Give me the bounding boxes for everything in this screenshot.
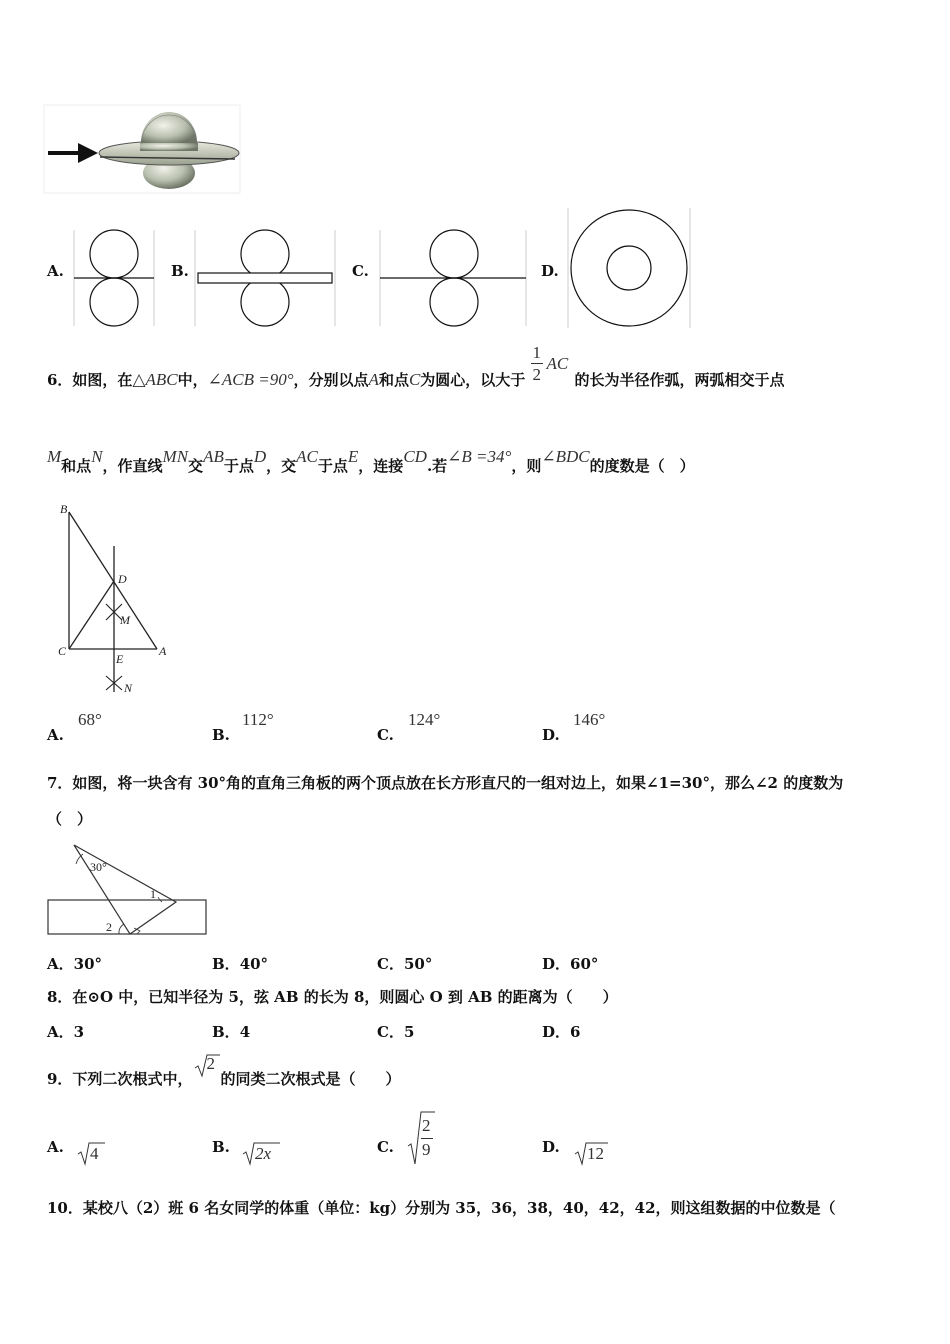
q9-option-b-label[interactable]: B. — [212, 1138, 230, 1156]
q6-option-b-value[interactable]: 112° — [242, 710, 274, 729]
q6-options — [47, 710, 927, 746]
fig7-label-1: 1 — [150, 887, 156, 901]
q5-option-b-label[interactable]: B. — [171, 262, 189, 280]
q6-option-b-label[interactable]: B. — [212, 726, 230, 744]
fig6-label-b: B — [60, 502, 68, 516]
fig6-label-n: N — [124, 681, 133, 695]
fig6-label-e: E — [116, 652, 124, 666]
q9-option-b-sqrt[interactable]: 2x — [242, 1142, 282, 1166]
q9-option-c-label[interactable]: C. — [377, 1138, 394, 1156]
q6-geometry-figure — [56, 500, 176, 700]
q9-question: 9．下列二次根式中， 2 的同类二次根式是（ ） — [47, 1054, 401, 1088]
fig6-label-a: A — [159, 644, 167, 658]
q7-options — [47, 953, 927, 973]
fraction-half-ac: 1 2 AC — [532, 343, 569, 384]
q5-option-c-label[interactable]: C. — [352, 262, 369, 280]
q9-sqrt-2: 2 — [192, 1068, 220, 1084]
q7-ruler-triangle-figure — [46, 842, 208, 938]
fig7-label-2: 2 — [106, 920, 112, 934]
q5-option-d-figure[interactable] — [566, 206, 692, 330]
q8-option-d[interactable]: D．6 — [542, 1023, 581, 1041]
q6-line-2: M和点N，作直线MN交AB于点D，交AC于点E，连接CD.若∠B =34°，则∠BDC的度数是（ ） — [47, 447, 695, 475]
q5-option-b-figure[interactable] — [195, 228, 337, 328]
q10-question: 10．某校八（2）班 6 名女同学的体重（单位：kg）分别为 35，36，38，40，42，42，则这组数据的中位数是（ — [47, 1199, 836, 1217]
q7-option-b[interactable]: B．40° — [212, 955, 269, 973]
q9-option-d-sqrt[interactable]: 12 — [574, 1142, 610, 1166]
q8-option-b[interactable]: B．4 — [212, 1023, 251, 1041]
q9-option-a-sqrt[interactable]: 4 — [77, 1142, 107, 1166]
q6-option-d-label[interactable]: D. — [542, 726, 560, 744]
q9-options — [47, 1110, 927, 1170]
q9-option-a-label[interactable]: A. — [47, 1138, 64, 1156]
q7-option-c[interactable]: C．50° — [377, 955, 433, 973]
fig6-label-m: M — [120, 613, 130, 627]
q6-option-d-value[interactable]: 146° — [573, 710, 606, 729]
q7-option-a[interactable]: A．30° — [47, 955, 103, 973]
q5-option-a-figure[interactable] — [70, 228, 158, 328]
q9-option-d-label[interactable]: D. — [542, 1138, 560, 1156]
q8-options — [47, 1021, 927, 1041]
fig6-label-d: D — [118, 572, 127, 586]
q6-option-c-label[interactable]: C. — [377, 726, 394, 744]
q5-option-c-figure[interactable] — [378, 228, 528, 328]
q6-option-a-value[interactable]: 68° — [78, 710, 102, 729]
fig6-label-c: C — [58, 644, 67, 658]
q6-option-c-value[interactable]: 124° — [408, 710, 441, 729]
q7-line-2: （ ） — [47, 810, 93, 828]
q7-line-1: 7．如图，将一块含有 30°角的直角三角板的两个顶点放在长方形直尺的一组对边上，如果∠1=30°，那么∠2 的度数为 — [47, 774, 844, 792]
q7-option-d[interactable]: D．60° — [542, 955, 599, 973]
arrow-icon — [48, 143, 98, 163]
q8-question: 8．在⊙O 中，已知半径为 5，弦 AB 的长为 8，则圆心 O 到 AB 的距离为（ ） — [47, 988, 618, 1006]
q5-option-a-label[interactable]: A. — [47, 262, 64, 280]
q6-line-1: 6．如图，在△ABC中，∠ACB =90°，分别以点A和点C为圆心，以大于 1 2 AC 的长为半径作弧，两弧相交于点 — [47, 343, 785, 389]
q9-option-c-sqrt-fraction[interactable]: 2 9 — [407, 1110, 437, 1168]
q6-option-a-label[interactable]: A. — [47, 726, 64, 744]
fig7-label-30: 30° — [90, 860, 107, 874]
q5-option-d-label[interactable]: D. — [541, 262, 559, 280]
solid-figure-image — [44, 105, 240, 193]
q8-option-c[interactable]: C．5 — [377, 1023, 415, 1041]
q8-option-a[interactable]: A．3 — [47, 1023, 85, 1041]
